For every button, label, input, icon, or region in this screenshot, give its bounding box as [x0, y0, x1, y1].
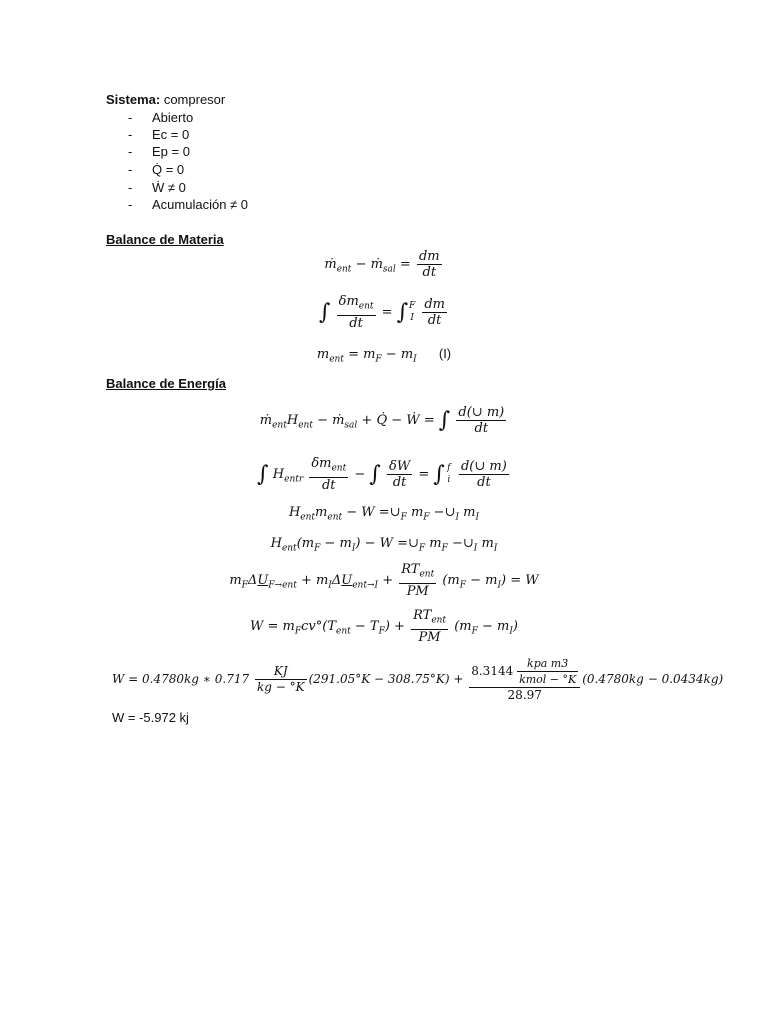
- energy-balance-heading: Balance de Energía: [106, 376, 226, 391]
- condition-item: [128, 180, 186, 196]
- list-bullet: -: [128, 197, 133, 212]
- mass-F-value-2: 0.4780kg: [586, 672, 644, 686]
- condition-item: [128, 162, 185, 178]
- T-ent-value: 291.05°K: [313, 672, 371, 686]
- system-label: Sistema:: [106, 92, 161, 107]
- condition-item: [128, 144, 190, 160]
- condition-text: Ec = 0: [152, 127, 190, 142]
- equation-tag: (I): [438, 346, 452, 361]
- mass-balance-eq-1: ṁ$_{ent}$ − ṁ$_{sal}$ = $\frac{dm}{dt}$: [324, 249, 440, 280]
- energy-balance-eq-6: $W = m_Fcv^\circ(T_{ent} - T_F)$ + $\frac{RT_{ent}}{PM}$ $(m_F - m_I)$: [250, 608, 518, 645]
- energy-balance-eq-2: ∫ $H_{entr}$ $\frac{\delta m_{ent}}{dt}$ − ∫ $\frac{\delta W}{dt}$ = ∫ f i $\frac{d(\cup m)}{dt}$: [257, 456, 507, 493]
- cv-value: 0.717: [214, 672, 250, 686]
- cv-unit-num: KJ: [273, 664, 288, 678]
- list-bullet: -: [128, 144, 133, 159]
- PM-value: 28.97: [469, 687, 580, 703]
- condition-text: Q̇ = 0: [152, 162, 185, 177]
- T-F-value: 308.75°K: [387, 672, 445, 686]
- list-bullet: -: [128, 162, 133, 177]
- mass-balance-eq-3: $m_{ent} = m_F - m_I$ (I): [316, 346, 452, 365]
- energy-balance-eq-4: $H_{ent}(m_F - m_I) - W$ $=\cup_F$ $m_F$ $-\cup_I$ $m_I$: [270, 536, 498, 554]
- system-line: [106, 92, 225, 108]
- cv-unit-den: kg − °K: [256, 680, 305, 694]
- R-unit-den: kmol − °K: [519, 673, 577, 686]
- mass-balance-eq-2: ∫ $\frac{\delta m_{ent}}{dt}$ = ∫ F I $\frac{dm}{dt}$: [319, 294, 445, 331]
- system-value: compresor: [163, 92, 226, 107]
- energy-balance-eq-1: $ṁ_{ent}H_{ent}$ − ṁ$_{sal}$ + Q̇ − Ẇ = ∫ $\frac{d(\cup m)}{dt}$: [259, 405, 505, 436]
- mass-I-value: 0.0434kg: [661, 672, 719, 686]
- condition-item: [128, 127, 190, 143]
- list-bullet: -: [128, 180, 133, 195]
- condition-item: [128, 110, 194, 126]
- condition-text: Abierto: [152, 110, 194, 125]
- numeric-substitution: W = 0.4780kg ∗ 0.717 $\frac{KJ}{kg - ^\circ K}$ (291.05°K − 308.75°K) + 8.3144 $\frac{\text{kpa m3}}{\text{kmol − °K}}$ 28.97 (0.4780kg − 0.0434kg): [112, 657, 724, 702]
- condition-text: Acumulación ≠ 0: [152, 197, 249, 212]
- R-unit-num: kpa m3: [527, 657, 569, 670]
- list-bullet: -: [128, 127, 133, 142]
- energy-balance-eq-3: $H_{ent}m_{ent} - W$ $=\cup_F$ $m_F$ $-\cup_I$ $m_I$: [288, 505, 480, 523]
- condition-text: Ẇ ≠ 0: [152, 180, 186, 195]
- final-result: W = -5.972 kj: [112, 710, 189, 725]
- list-bullet: -: [128, 110, 133, 125]
- mass-F-value: 0.4780kg: [142, 672, 199, 686]
- condition-text: Ep = 0: [152, 144, 190, 159]
- condition-item: [128, 197, 249, 213]
- energy-balance-eq-5: $m_F\Delta U_{F\to ent} + m_I\Delta U_{ent\to I}$ + $\frac{RT_{ent}}{PM}$ $(m_F - m_I) = W$: [229, 562, 539, 599]
- mass-balance-heading: Balance de Materia: [106, 232, 224, 247]
- R-value: 8.3144: [471, 664, 514, 678]
